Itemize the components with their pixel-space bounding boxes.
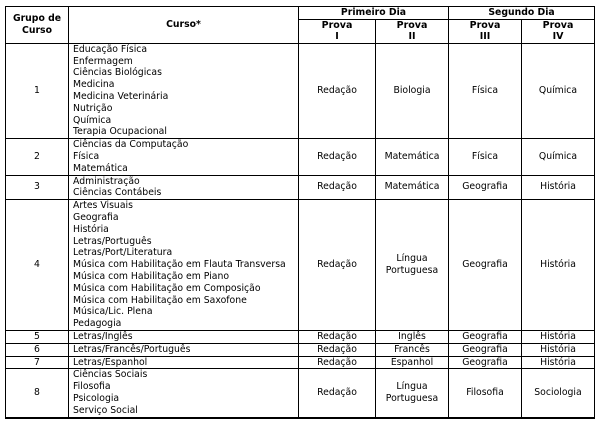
curso-name: Química [73,114,112,126]
header-segundo-dia: Segundo Dia [449,7,595,20]
cursos-cell [69,356,299,369]
prova-2-cell [376,356,449,369]
grupo-cell: 8 [6,369,69,418]
subject-name: Redação [317,259,357,271]
curso-name: Letras/Português [73,235,152,247]
prova-3-cell [449,343,522,356]
prova-3-cell [449,139,522,175]
table-row [6,356,595,369]
curso-name: Física [73,150,100,162]
prova-1-cell [299,200,376,331]
prova-4-cell [522,369,595,418]
prova-3-cell [449,43,522,138]
subject-name: Francês [394,343,430,355]
prova-3-cell [449,330,522,343]
curso-name: Matemática [73,162,128,174]
cursos-cell [69,330,299,343]
subject-name: Matemática [384,181,440,193]
curso-name: Terapia Ocupacional [73,126,167,138]
curso-name: Artes Visuais [73,200,133,212]
subject-name: Sociologia [534,387,582,398]
subject-name: Portuguesa [385,265,439,277]
subject-name: Química [538,85,578,97]
subject-name: Física [471,150,499,162]
subject-name: História [540,330,576,342]
curso-name: Letras/Inglês [73,330,133,342]
curso-name: Enfermagem [73,55,133,67]
prova-1-cell [299,175,376,200]
subject-name: Língua [396,253,428,265]
table-body [6,43,595,417]
curso-name: Psicologia [73,392,120,404]
curso-name: Administração [73,175,140,187]
grupo-cell: 6 [6,343,69,356]
subject-name: Biologia [393,85,431,97]
prova-2-cell [376,200,449,331]
subject-name: Redação [317,356,357,368]
subject-name: Redação [317,181,357,193]
subject-name: Redação [317,387,357,398]
header-grupo: Grupo de Curso [6,7,69,44]
grupo-cell: 4 [6,200,69,331]
subject-name: Geografia [462,181,508,193]
curso-name: Pedagogia [73,318,122,330]
table-row [6,175,595,200]
cursos-cell [69,175,299,200]
header-prova-4: Prova IV [522,19,595,43]
subject-name: História [540,181,576,193]
subject-name: Matemática [384,150,440,162]
subject-name: Filosofia [466,387,504,398]
subject-name: Física [471,85,499,97]
grupo-cell: 2 [6,139,69,175]
subject-name: História [540,259,576,271]
subject-name: História [540,343,576,355]
subject-name: Geografia [462,259,508,271]
curso-name: Música com Habilitação em Flauta Transversa [73,259,286,271]
header-prova-1: Prova I [299,19,376,43]
subject-name: Portuguesa [385,392,439,404]
subject-name: Geografia [462,343,508,355]
table-row [6,343,595,356]
prova-4-cell [522,356,595,369]
header-curso: Curso* [69,7,299,44]
header-prova-2: Prova II [376,19,449,43]
subject-name: Inglês [398,330,426,342]
table-row [6,369,595,418]
prova-4-cell [522,200,595,331]
prova-4-cell [522,175,595,200]
curso-name: História [73,223,109,235]
cursos-cell [69,139,299,175]
prova-2-cell [376,175,449,200]
curso-name: Serviço Social [73,404,138,416]
prova-1-cell [299,43,376,138]
subject-name: Redação [317,330,357,342]
prova-2-cell [376,330,449,343]
table-row [6,200,595,331]
curso-name: Ciências da Computação [73,139,189,151]
curso-name: Nutrição [73,102,113,114]
prova-4-cell [522,139,595,175]
cursos-cell [69,343,299,356]
cursos-cell [69,369,299,418]
curso-name: Ciências Contábeis [73,187,162,199]
header-primeiro-dia: Primeiro Dia [299,7,449,20]
table-row [6,139,595,175]
subject-name: Geografia [462,330,508,342]
grupo-cell: 7 [6,356,69,369]
prova-2-cell [376,139,449,175]
curso-name: Música com Habilitação em Saxofone [73,294,247,306]
curso-name: Medicina [73,79,115,91]
curso-name: Educação Física [73,43,148,55]
curso-name: Ciências Sociais [73,369,148,381]
table-row [6,330,595,343]
curso-name: Música com Habilitação em Piano [73,270,230,282]
grupo-cell: 1 [6,43,69,138]
cursos-cell [69,200,299,331]
curso-name: Letras/Port/Literatura [73,247,173,259]
prova-4-cell [522,330,595,343]
grupo-cell: 5 [6,330,69,343]
prova-2-cell [376,43,449,138]
subject-name: História [540,356,576,368]
prova-1-cell [299,330,376,343]
table-row [6,43,595,138]
prova-1-cell [299,369,376,418]
curso-name: Ciências Biológicas [73,67,162,79]
curso-name: Geografia [73,211,119,223]
cursos-cell [69,43,299,138]
prova-2-cell [376,369,449,418]
prova-3-cell [449,369,522,418]
curso-name: Música/Lic. Plena [73,306,153,318]
curso-name: Letras/Espanhol [73,356,148,368]
exam-schedule-table [5,6,595,419]
subject-name: Química [538,150,578,162]
header-prova-3: Prova III [449,19,522,43]
subject-name: Redação [317,343,357,355]
prova-4-cell [522,343,595,356]
prova-1-cell [299,356,376,369]
subject-name: Espanhol [390,356,434,368]
curso-name: Letras/Francês/Português [73,343,191,355]
curso-name: Filosofia [73,381,111,393]
grupo-cell: 3 [6,175,69,200]
curso-name: Medicina Veterinária [73,90,169,102]
prova-2-cell [376,343,449,356]
subject-name: Geografia [462,356,508,368]
prova-4-cell [522,43,595,138]
subject-name: Redação [317,150,357,162]
prova-3-cell [449,200,522,331]
prova-1-cell [299,139,376,175]
curso-name: Música com Habilitação em Composição [73,282,261,294]
subject-name: Língua [396,381,428,393]
prova-3-cell [449,175,522,200]
prova-1-cell [299,343,376,356]
subject-name: Redação [317,85,357,97]
prova-3-cell [449,356,522,369]
